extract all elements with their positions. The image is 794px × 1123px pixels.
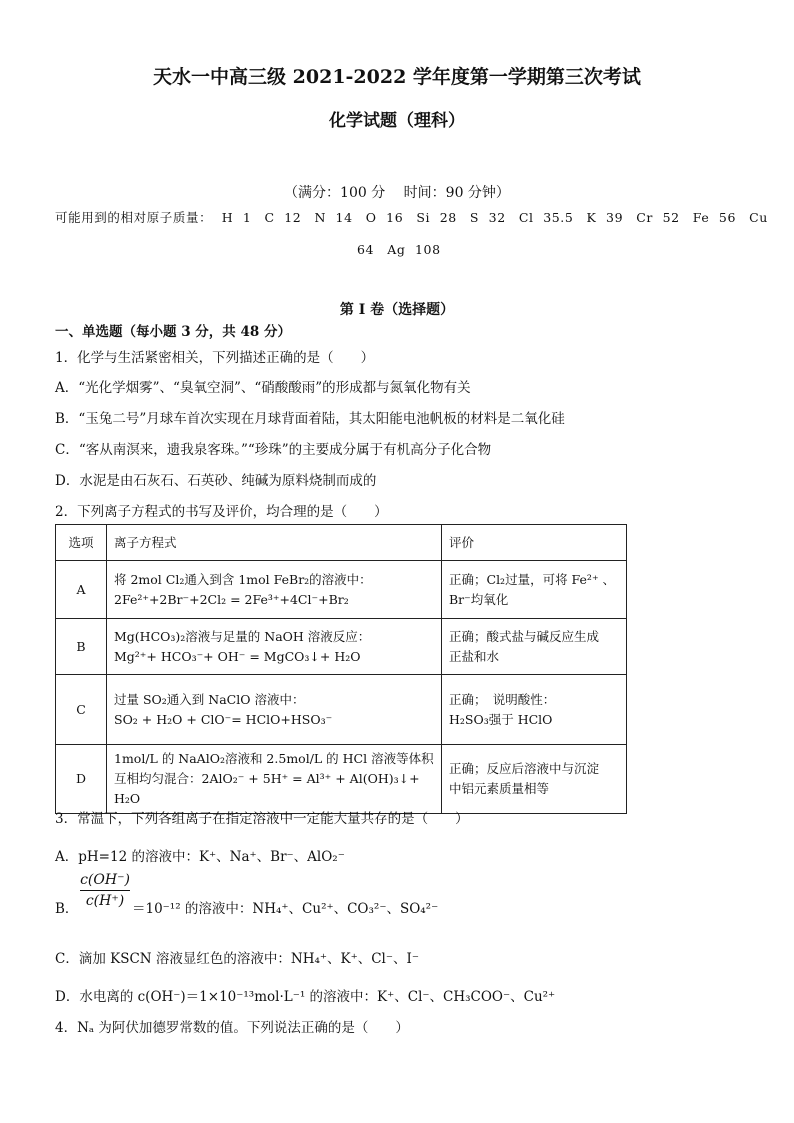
row-equation — [107, 745, 442, 814]
q2-table — [55, 524, 627, 814]
row-option: C — [56, 675, 107, 745]
q1-option-c: C．“客从南溟来，遗我泉客珠。”“珍珠”的主要成分属于有机高分子化合物 — [55, 442, 492, 458]
atomic-masses-line2: 64 Ag 108 — [357, 242, 441, 257]
row-evaluation — [442, 561, 627, 619]
exam-subtitle: 化学试题（理科） — [329, 111, 465, 131]
row-option: D — [56, 745, 107, 814]
q3-stem: 3．常温下，下列各组离子在指定溶液中一定能大量共存的是（ ） — [55, 811, 469, 827]
q3-option-c: C．滴加 KSCN 溶液显红色的溶液中：NH₄⁺、K⁺、Cl⁻、I⁻ — [55, 951, 419, 967]
evaluation-line: 中铝元素质量相等 — [449, 781, 550, 796]
equation-line: 互相均匀混合：2AlO₂⁻ + 5H⁺ = Al³⁺ + Al(OH)₃↓+ H₂O — [114, 771, 420, 806]
table-row — [56, 561, 627, 619]
part-title: 第 I 卷（选择题） — [339, 302, 455, 318]
q3-option-a: A．pH=12 的溶液中：K⁺、Na⁺、Br⁻、AlO₂⁻ — [55, 849, 345, 865]
row-equation — [107, 675, 442, 745]
header-equation: 离子方程式 — [107, 525, 442, 561]
header-option: 选项 — [56, 525, 107, 561]
evaluation-line: 正确；酸式盐与碱反应生成 — [449, 628, 600, 644]
row-equation — [107, 619, 442, 675]
ratio-fraction — [80, 872, 130, 909]
evaluation-line: 正确；Cl₂过量，可将 Fe²⁺ 、 — [449, 571, 616, 587]
section-title: 一、单选题（每小题 3 分，共 48 分） — [55, 324, 291, 340]
q1-option-b: B．“玉兔二号”月球车首次实现在月球背面着陆，其太阳能电池帆板的材料是二氧化硅 — [55, 411, 565, 427]
equation-line: Mg(HCO₃)₂溶液与足量的 NaOH 溶液反应： — [114, 628, 371, 644]
equation-line: SO₂ + H₂O + ClO⁻= HClO+HSO₃⁻ — [114, 711, 333, 727]
q1-option-d: D．水泥是由石灰石、石英砂、纯碱为原料烧制而成的 — [55, 473, 377, 489]
row-option: B — [56, 619, 107, 675]
row-evaluation — [442, 619, 627, 675]
score-time-info: （满分：100 分 时间：90 分钟） — [284, 185, 510, 201]
evaluation-line: H₂SO₃强于 HClO — [449, 711, 553, 727]
q2-stem: 2．下列离子方程式的书写及评价，均合理的是（ ） — [55, 504, 388, 520]
q3-option-d: D．水电离的 c(OH⁻)＝1×10⁻¹³mol·L⁻¹ 的溶液中：K⁺、Cl⁻、CH₃COO⁻、Cu²⁺ — [55, 989, 556, 1005]
evaluation-line: 正盐和水 — [449, 648, 500, 664]
equation-line: Mg²⁺+ HCO₃⁻+ OH⁻ = MgCO₃↓+ H₂O — [114, 648, 361, 664]
row-option: A — [56, 561, 107, 619]
q1-option-a: A．“光化学烟雾”、“臭氧空洞”、“硝酸酸雨”的形成都与氮氧化物有关 — [55, 380, 471, 396]
equation-line: 1mol/L 的 NaAlO₂溶液和 2.5mol/L 的 HCl 溶液等体积 — [114, 751, 434, 766]
row-evaluation — [442, 745, 627, 814]
equation-line: 将 2mol Cl₂通入到含 1mol FeBr₂的溶液中： — [114, 571, 372, 587]
q3-option-b-rest: ＝10⁻¹² 的溶液中：NH₄⁺、Cu²⁺、CO₃²⁻、SO₄²⁻ — [132, 901, 439, 917]
fraction-numerator: c(OH⁻) — [80, 872, 130, 891]
table-row — [56, 745, 627, 814]
q4-stem: 4．Nₐ 为阿伏加德罗常数的值。下列说法正确的是（ ） — [55, 1020, 409, 1036]
equation-line: 过量 SO₂通入到 NaClO 溶液中： — [114, 691, 305, 707]
row-evaluation — [442, 675, 627, 745]
q3-option-b-label: B． — [55, 901, 79, 917]
q1-stem: 1．化学与生活紧密相关，下列描述正确的是（ ） — [55, 350, 375, 366]
fraction-denominator: c(H⁺) — [85, 893, 125, 909]
atomic-masses-line1: 可能用到的相对原子质量： H 1 C 12 N 14 O 16 Si 28 S 32 Cl 35.5 K 39 Cr 52 Fe 56 Cu — [55, 210, 768, 225]
table-header-row — [56, 525, 627, 561]
evaluation-line: Br⁻均氧化 — [449, 591, 509, 607]
table-row — [56, 619, 627, 675]
equation-line: 2Fe²⁺+2Br⁻+2Cl₂ = 2Fe³⁺+4Cl⁻+Br₂ — [114, 591, 349, 607]
row-equation — [107, 561, 442, 619]
exam-title: 天水一中高三级 2021-2022 学年度第一学期第三次考试 — [153, 66, 641, 88]
evaluation-line: 正确； 说明酸性： — [449, 691, 556, 707]
evaluation-line: 正确；反应后溶液中与沉淀 — [449, 761, 600, 776]
table-row — [56, 675, 627, 745]
header-evaluation: 评价 — [442, 525, 627, 561]
